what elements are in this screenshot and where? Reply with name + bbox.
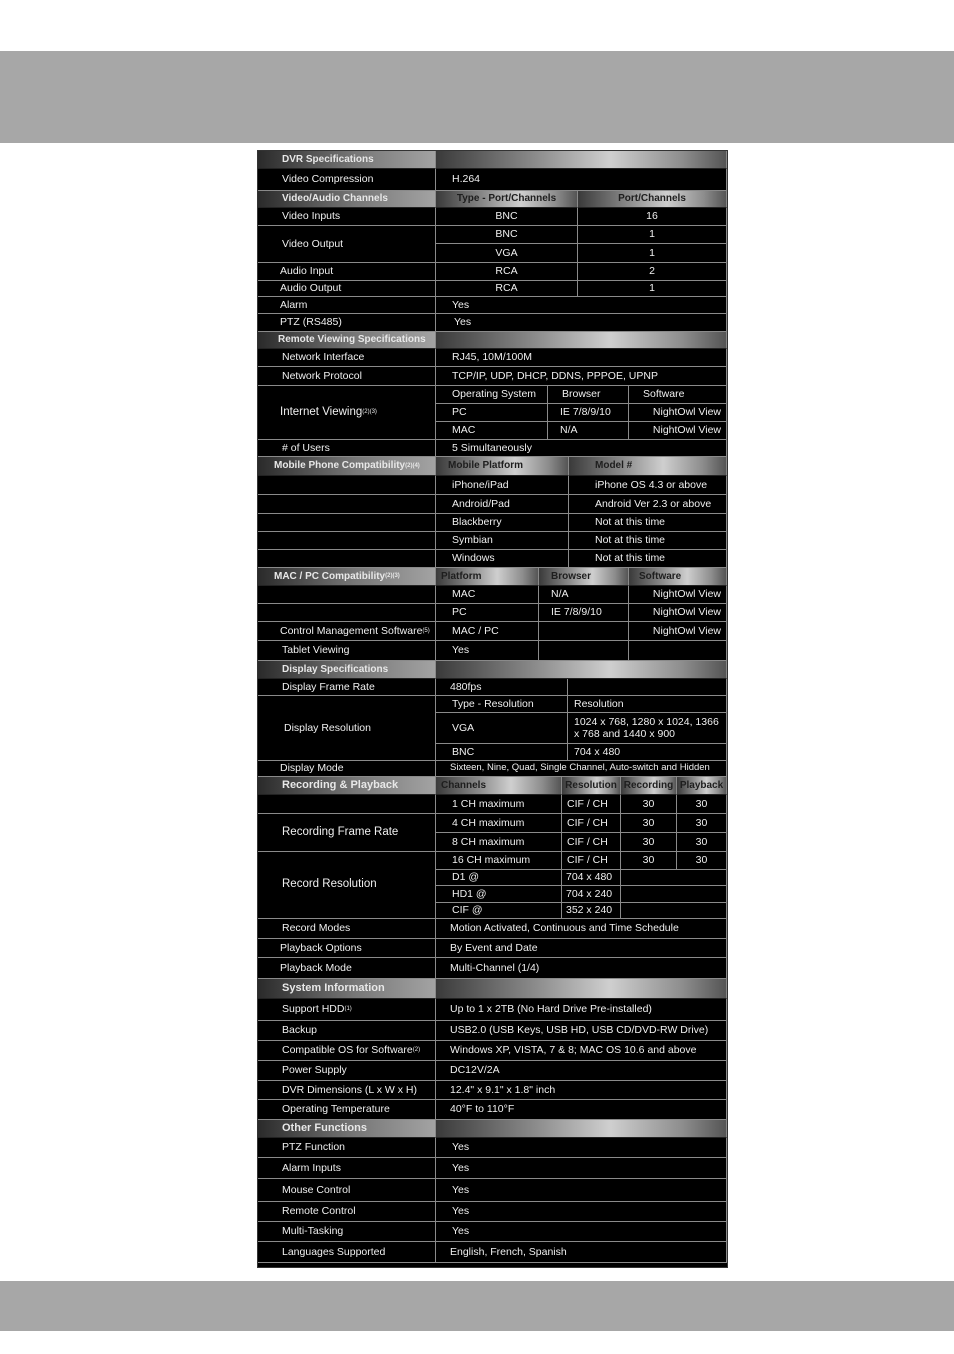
type-cell: BNC	[436, 744, 568, 761]
spec-label: Power Supply	[258, 1061, 436, 1081]
spec-value: Motion Activated, Continuous and Time Schedule	[436, 919, 727, 939]
record-resolution-row	[258, 886, 727, 903]
playback-cell: 30	[677, 814, 727, 833]
macpc-row	[258, 604, 727, 622]
spec-label: Audio Input	[258, 263, 436, 281]
system-row	[258, 999, 727, 1021]
port-type: RCA	[436, 281, 578, 297]
spec-label: Network Protocol	[258, 367, 436, 386]
mobile-row	[258, 550, 727, 568]
spec-value: Yes	[436, 641, 539, 661]
spec-row-alarm	[258, 297, 727, 314]
spec-value: H.264	[436, 169, 727, 191]
port-count: 1	[578, 281, 727, 297]
recording-cell: 30	[621, 814, 677, 833]
section-header-other	[258, 1120, 727, 1138]
section-title: MAC / PC Compatibility (2)(3)	[258, 568, 436, 586]
display-resolution-row	[258, 744, 727, 761]
spec-label: Operating Temperature	[258, 1100, 436, 1120]
platform-cell: PC	[436, 604, 539, 622]
port-count: 2	[578, 263, 727, 281]
other-row	[258, 1202, 727, 1222]
playback-cell: 30	[677, 833, 727, 852]
resolution-cell: 704 x 480	[568, 744, 727, 761]
section-title: Remote Viewing Specifications	[258, 332, 436, 349]
frame-rate-row	[258, 814, 727, 833]
spec-label: Record Modes	[258, 919, 436, 939]
section-header-display	[258, 661, 727, 679]
channels-cell: 4 CH maximum	[436, 814, 562, 833]
channels-cell: 1 CH maximum	[436, 795, 562, 814]
col-header: Port/Channels	[578, 191, 727, 208]
port-type: BNC	[436, 208, 578, 226]
other-row	[258, 1179, 727, 1202]
section-header-dvr	[258, 151, 727, 169]
frame-rate-row	[258, 795, 727, 814]
col-header: Channels	[436, 777, 562, 795]
internet-viewing-row	[258, 422, 727, 440]
spec-value: By Event and Date	[436, 939, 727, 958]
port-count: 16	[578, 208, 727, 226]
spec-value: Windows XP, VISTA, 7 & 8; MAC OS 10.6 and above	[436, 1041, 727, 1061]
col-header: Mobile Platform	[436, 457, 569, 476]
spec-label: Multi-Tasking	[258, 1222, 436, 1242]
spec-value: USB2.0 (USB Keys, USB HD, USB CD/DVD-RW Drive)	[436, 1021, 727, 1041]
col-header: Browser	[539, 568, 629, 586]
spec-label: # of Users	[258, 440, 436, 457]
software-cell: NightOwl View	[629, 586, 727, 604]
platform-cell: MAC / PC	[436, 622, 539, 641]
col-header: Type - Resolution	[436, 696, 568, 713]
platform-cell: MAC	[436, 422, 548, 440]
frame-rate-row	[258, 852, 727, 870]
playback-cell: 30	[677, 795, 727, 814]
other-row	[258, 1138, 727, 1158]
spec-value: Sixteen, Nine, Quad, Single Channel, Auto-switch and Hidden	[436, 761, 727, 777]
recording-cell: 30	[621, 833, 677, 852]
spec-value: RJ45, 10M/100M	[436, 349, 727, 367]
spec-value: Yes	[436, 297, 727, 314]
col-header: Recording	[621, 777, 677, 795]
section-header-mobile	[258, 457, 727, 476]
channel-row	[258, 226, 727, 244]
spec-label: Internet Viewing (2)(3)	[258, 386, 436, 440]
col-header: Software	[629, 568, 727, 586]
spec-label: Video Compression	[258, 169, 436, 191]
platform-cell: iPhone/iPad	[436, 476, 569, 495]
resolution-cell: CIF / CH	[562, 833, 621, 852]
spec-value: Up to 1 x 2TB (No Hard Drive Pre-installed)	[436, 999, 727, 1021]
spec-row-playback-mode	[258, 958, 727, 979]
spec-label: Control Management Software (5)	[258, 622, 436, 641]
system-row	[258, 1061, 727, 1081]
section-header-macpc	[258, 568, 727, 586]
software-cell: NightOwl View	[629, 404, 727, 422]
bottom-band	[0, 1281, 954, 1331]
spec-value: Yes	[436, 314, 727, 332]
spec-value: Yes	[436, 1222, 727, 1242]
type-cell: VGA	[436, 713, 568, 744]
channel-row	[258, 208, 727, 226]
section-header-system	[258, 979, 727, 999]
resolution-cell: CIF / CH	[562, 814, 621, 833]
spec-label: Mouse Control	[258, 1179, 436, 1202]
col-header: Browser	[548, 386, 629, 404]
port-count: 1	[578, 244, 727, 263]
system-row	[258, 1081, 727, 1100]
spec-row-record-modes	[258, 919, 727, 939]
software-cell: NightOwl View	[629, 622, 727, 641]
model-cell: Android Ver 2.3 or above	[569, 495, 727, 514]
spec-row-video-compression	[258, 169, 727, 191]
col-header: Resolution	[562, 777, 621, 795]
resolution-cell: 1024 x 768, 1280 x 1024, 1366 x 768 and 1440 x 900	[568, 713, 727, 744]
spec-value: DC12V/2A	[436, 1061, 727, 1081]
model-cell: Not at this time	[569, 550, 727, 568]
spec-label: Display Resolution	[258, 696, 436, 761]
record-resolution-row	[258, 870, 727, 886]
quality-cell: HD1 @	[436, 886, 562, 903]
section-title: System Information	[258, 979, 436, 999]
mobile-row	[258, 495, 727, 514]
system-row	[258, 1021, 727, 1041]
section-title: Video/Audio Channels	[258, 191, 436, 208]
model-cell: Not at this time	[569, 514, 727, 532]
section-title: Mobile Phone Compatibility (2)(4)	[258, 457, 436, 476]
macpc-row	[258, 586, 727, 604]
channels-cell: 16 CH maximum	[436, 852, 562, 870]
platform-cell: Blackberry	[436, 514, 569, 532]
frame-rate-row	[258, 833, 727, 852]
col-header: Type - Port/Channels	[436, 191, 578, 208]
port-count: 1	[578, 226, 727, 244]
spec-value: English, French, Spanish	[436, 1242, 727, 1263]
port-type: VGA	[436, 244, 578, 263]
spec-label: Record Resolution	[258, 852, 436, 919]
spec-value: Yes	[436, 1158, 727, 1179]
spec-row-network-interface	[258, 349, 727, 367]
spec-row-display-frame-rate	[258, 679, 727, 696]
spec-label: Remote Control	[258, 1202, 436, 1222]
col-header: Resolution	[568, 696, 727, 713]
section-title: Recording & Playback	[258, 777, 436, 795]
channel-row	[258, 281, 727, 297]
spec-label: Video Inputs	[258, 208, 436, 226]
spec-label: PTZ (RS485)	[258, 314, 436, 332]
playback-cell: 30	[677, 852, 727, 870]
internet-viewing-row	[258, 404, 727, 422]
spec-label: Recording Frame Rate	[258, 814, 436, 852]
quality-cell: CIF @	[436, 903, 562, 919]
port-type: BNC	[436, 226, 578, 244]
col-header: Playback	[677, 777, 727, 795]
other-row	[258, 1242, 727, 1263]
col-header: Operating System	[436, 386, 548, 404]
spec-label: Compatible OS for Software (2)	[258, 1041, 436, 1061]
other-row	[258, 1222, 727, 1242]
system-row	[258, 1041, 727, 1061]
spec-value: Yes	[436, 1179, 727, 1202]
recording-cell: 30	[621, 852, 677, 870]
spec-label: Playback Mode	[258, 958, 436, 979]
quality-cell: D1 @	[436, 870, 562, 886]
channel-row	[258, 263, 727, 281]
browser-cell: IE 7/8/9/10	[548, 404, 629, 422]
spec-value: Yes	[436, 1138, 727, 1158]
spec-label: Tablet Viewing	[258, 641, 436, 661]
spec-row-cms	[258, 622, 727, 641]
spec-label: Display Mode	[258, 761, 436, 777]
display-resolution-header	[258, 696, 727, 713]
display-resolution-row	[258, 713, 727, 744]
col-header: Platform	[436, 568, 539, 586]
col-header: Model #	[569, 457, 727, 476]
spec-label: Alarm	[258, 297, 436, 314]
spec-value: 480fps	[436, 679, 568, 696]
spec-label: Support HDD (1)	[258, 999, 436, 1021]
recording-cell: 30	[621, 795, 677, 814]
resolution-cell: 704 x 480	[562, 870, 621, 886]
section-header-recording	[258, 777, 727, 795]
spec-label: Playback Options	[258, 939, 436, 958]
platform-cell: Windows	[436, 550, 569, 568]
resolution-cell: 352 x 240	[562, 903, 621, 919]
platform-cell: Symbian	[436, 532, 569, 550]
system-row	[258, 1100, 727, 1120]
model-cell: Not at this time	[569, 532, 727, 550]
spec-label: Display Frame Rate	[258, 679, 436, 696]
spec-row-display-mode	[258, 761, 727, 777]
spec-value: Multi-Channel (1/4)	[436, 958, 727, 979]
resolution-cell: 704 x 240	[562, 886, 621, 903]
channel-row	[258, 244, 727, 263]
record-resolution-row	[258, 903, 727, 919]
spec-label: Network Interface	[258, 349, 436, 367]
browser-cell: N/A	[539, 586, 629, 604]
channels-cell: 8 CH maximum	[436, 833, 562, 852]
port-type: RCA	[436, 263, 578, 281]
col-header: Software	[629, 386, 727, 404]
resolution-cell: CIF / CH	[562, 795, 621, 814]
spec-row-ptz	[258, 314, 727, 332]
section-header-channels	[258, 191, 727, 208]
spec-label: Backup	[258, 1021, 436, 1041]
software-cell: NightOwl View	[629, 422, 727, 440]
spec-label: DVR Dimensions (L x W x H)	[258, 1081, 436, 1100]
spec-row-tablet	[258, 641, 727, 661]
browser-cell: IE 7/8/9/10	[539, 604, 629, 622]
mobile-row	[258, 476, 727, 495]
resolution-cell: CIF / CH	[562, 852, 621, 870]
mobile-row	[258, 514, 727, 532]
section-title: Display Specifications	[258, 661, 436, 679]
spec-row-playback-options	[258, 939, 727, 958]
spec-value: 12.4" x 9.1" x 1.8" inch	[436, 1081, 727, 1100]
internet-viewing-header-row	[258, 386, 727, 404]
spec-label: Alarm Inputs	[258, 1158, 436, 1179]
platform-cell: MAC	[436, 586, 539, 604]
spec-label: Video Output	[258, 226, 436, 263]
model-cell: iPhone OS 4.3 or above	[569, 476, 727, 495]
top-band	[0, 51, 954, 143]
spec-row-users	[258, 440, 727, 457]
platform-cell: Android/Pad	[436, 495, 569, 514]
other-row	[258, 1158, 727, 1179]
spec-row-network-protocol	[258, 367, 727, 386]
spec-value: Yes	[436, 1202, 727, 1222]
spec-label: Audio Output	[258, 281, 436, 297]
spec-sheet	[257, 150, 728, 1268]
platform-cell: PC	[436, 404, 548, 422]
spec-value: TCP/IP, UDP, DHCP, DDNS, PPPOE, UPNP	[436, 367, 727, 386]
browser-cell: N/A	[548, 422, 629, 440]
spec-label: Languages Supported	[258, 1242, 436, 1263]
section-title: DVR Specifications	[258, 151, 436, 169]
spec-label: PTZ Function	[258, 1138, 436, 1158]
section-header-remote	[258, 332, 727, 349]
section-title: Other Functions	[258, 1120, 436, 1138]
software-cell: NightOwl View	[629, 604, 727, 622]
spec-value: 40°F to 110°F	[436, 1100, 727, 1120]
mobile-row	[258, 532, 727, 550]
spec-value: 5 Simultaneously	[436, 440, 727, 457]
